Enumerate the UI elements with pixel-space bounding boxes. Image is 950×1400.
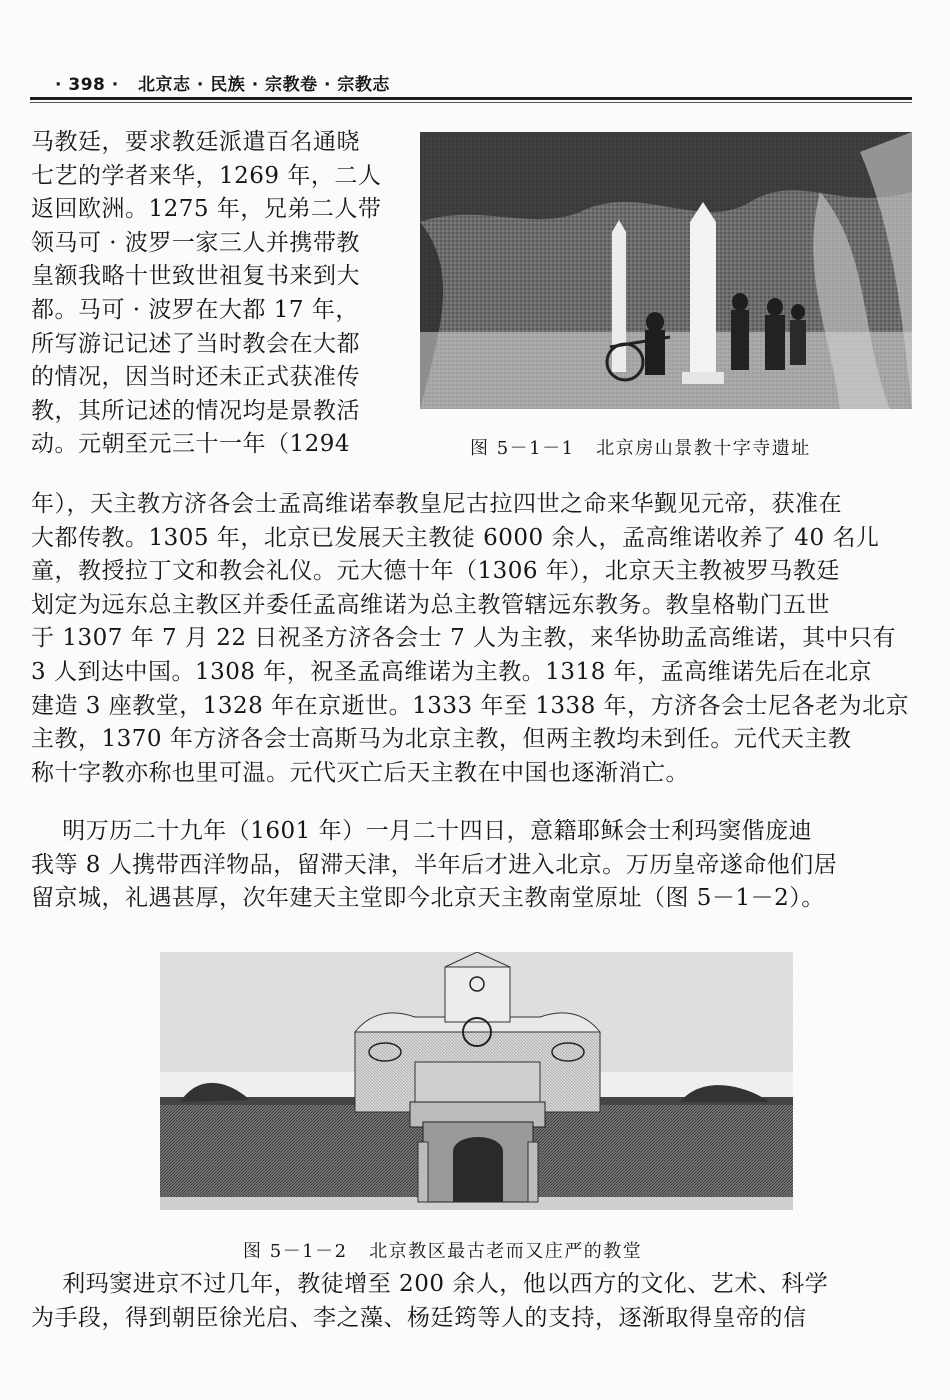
left-column-text: 马教廷，要求教廷派遣百名通晓 七艺的学者来华，1269 年，二人 返回欧洲。1275 年，兄弟二人带 领马可 · 波罗一家三人并携带教 皇额我略十世致世祖复书来到大 都。马可 · 波罗在大都 17 年， 所写游记记述了当时教会在大都 的情况，因当时还未正式获准传 教，其所记述的情况均是景教活 动。元朝至元三十一年（1294	[31, 129, 382, 458]
figure1-caption: 图 5－1－1 北京房山景教十字寺遗址	[470, 438, 811, 459]
header-rule-thin	[30, 102, 912, 103]
figure2-engraving	[160, 952, 793, 1210]
paragraph-2: 明万历二十九年（1601 年）一月二十四日，意籍耶稣会士利玛窦偕庞迪 我等 8 人携带西洋物品，留滞天津，半年后才进入北京。万历皇帝遂命他们居 留京城，礼遇甚厚，次年建天主堂即今北京天主教南堂原址（图 5－1－2）。	[31, 818, 838, 912]
figure2-caption: 图 5－1－2 北京教区最古老而又庄严的教堂	[243, 1241, 643, 1262]
paragraph-3: 利玛窦进京不过几年，教徒增至 200 余人，他以西方的文化、艺术、科学 为手段，得到朝臣徐光启、李之藻、杨廷筠等人的支持，逐渐取得皇帝的信	[31, 1271, 829, 1331]
running-header	[55, 70, 390, 95]
figure1-photo	[420, 132, 912, 409]
page-number: · 398 ·	[55, 75, 119, 95]
header-rule	[30, 97, 912, 100]
book-title: 北京志 · 民族 · 宗教卷 · 宗教志	[138, 75, 390, 95]
paragraph-1-continued: 年），天主教方济各会士孟高维诺奉教皇尼古拉四世之命来华觐见元帝，获准在 大都传教。1305 年，北京已发展天主教徒 6000 余人，孟高维诺收养了 40 名儿 童，教授拉丁文和教会礼仪。元大德十年（1306 年），北京天主教被罗马教廷 划定为远东总主教区并委任孟高维诺为总主教管辖远东教务。教皇格勒门五世 于 1307 年 7 月 22 日祝圣方济各会士 7 人为主教，来华协助孟高维诺，其中只有 3 人到达中国。1308 年，祝圣孟高维诺为主教。1318 年，孟高维诺先后在北京 建造 3 座教堂，1328 年在京逝世。1333 年至 1338 年，方济各会士尼各老为北京 主教，1370 年方济各会士高斯马为北京主教，但两主教均未到任。元代天主教 称十字教亦称也里可温。元代灭亡后天主教在中国也逐渐消亡。	[31, 491, 910, 786]
